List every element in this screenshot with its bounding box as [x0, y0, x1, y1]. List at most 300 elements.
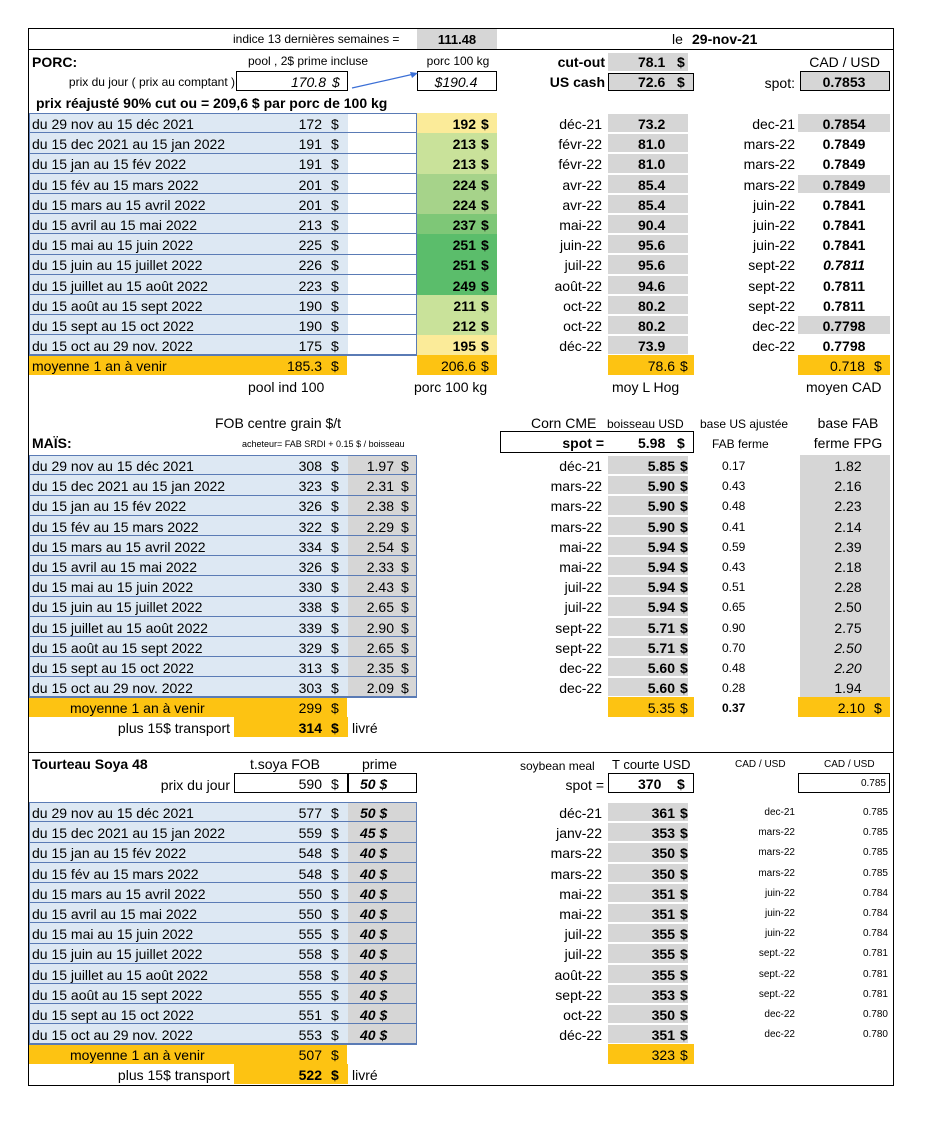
porc-cad-month: juin-22 — [752, 196, 795, 213]
soya-fob: 550 — [298, 885, 322, 902]
mais-cme: 5.85 — [647, 458, 675, 474]
soya-spot-cad: 0.785 — [860, 778, 886, 789]
porc-pool: 175 — [298, 338, 322, 355]
base-fab-header: base FAB — [817, 415, 879, 431]
porc-pool: 191 — [298, 136, 322, 153]
soya-month: déc-21 — [559, 805, 602, 821]
dollar-sign: $ — [680, 966, 688, 983]
soya-fob: 558 — [298, 946, 322, 963]
soya-cad-month: sept.-22 — [758, 968, 795, 980]
soya-row-line — [29, 943, 417, 944]
dollar-sign: $ — [680, 805, 688, 821]
mais-fob: 339 — [298, 619, 322, 636]
porc-porc: 195 — [452, 338, 476, 355]
porc-period: du 15 juin au 15 juillet 2022 — [32, 257, 203, 274]
porc-month: avr-22 — [562, 196, 602, 213]
porc-period: du 15 oct au 29 nov. 2022 — [32, 338, 193, 355]
dollar-sign: $ — [331, 639, 339, 656]
porc-porc: 213 — [452, 136, 476, 153]
prix-du-jour-value: 170.8 — [290, 74, 326, 90]
soya-fob: 548 — [298, 845, 322, 862]
mais-month: juil-22 — [564, 599, 602, 616]
soya-month: mars-22 — [550, 865, 602, 882]
dollar-sign: $ — [401, 579, 409, 596]
porc-porc: 211 — [453, 297, 476, 314]
mais-month: dec-22 — [559, 680, 602, 697]
dollar-sign: $ — [481, 176, 489, 193]
dollar-sign: $ — [331, 1007, 339, 1023]
dollar-sign: $ — [331, 458, 339, 474]
mais-livre: livré — [352, 720, 378, 737]
porc-hog: 81.0 — [638, 136, 666, 153]
soya-spot-label: spot = — [565, 777, 604, 793]
soya-top-line — [28, 752, 894, 753]
dollar-sign: $ — [481, 116, 489, 132]
mais-month: mai-22 — [559, 538, 602, 555]
mais-base-fab: 1.82 — [834, 458, 862, 474]
mais-cme: 5.71 — [647, 619, 675, 636]
porc-avg-porc: 206.6 — [440, 358, 476, 375]
dollar-sign: $ — [331, 776, 339, 792]
dollar-sign: $ — [331, 619, 339, 636]
mais-month: juil-22 — [564, 579, 602, 596]
mais-period: du 15 mars au 15 avril 2022 — [32, 538, 206, 555]
porc-hog: 90.4 — [638, 217, 666, 233]
dollar-sign: $ — [680, 946, 688, 963]
porc-month: oct-22 — [563, 297, 602, 314]
porc-cad-month: mars-22 — [743, 156, 795, 173]
dollar-sign: $ — [680, 660, 688, 676]
prix-du-jour-label: prix du jour ( prix au comptant ) — [68, 75, 235, 89]
dollar-sign: $ — [401, 639, 409, 656]
porc-month: août-22 — [554, 277, 602, 294]
mais-period: du 15 avril au 15 mai 2022 — [32, 559, 197, 575]
soya-month: oct-22 — [563, 1007, 602, 1023]
porc-cad-month: mars-22 — [743, 176, 795, 193]
porc-row-line — [29, 254, 417, 255]
porc-hog: 73.2 — [638, 116, 666, 132]
mais-month: mars-22 — [550, 518, 602, 535]
dollar-sign: $ — [481, 237, 489, 254]
porc-cad: 0.7798 — [822, 318, 866, 334]
soya-prime: 40 $ — [360, 926, 388, 943]
porc-title: PORC: — [32, 54, 78, 70]
dollar-sign: $ — [331, 986, 339, 1003]
dollar-sign: $ — [481, 277, 489, 294]
dollar-sign: $ — [331, 720, 339, 737]
mais-month: mars-22 — [550, 498, 602, 515]
dollar-sign: $ — [401, 498, 409, 515]
mais-cme: 5.94 — [647, 579, 675, 596]
dollar-sign: $ — [680, 599, 688, 616]
mais-base-fab: 2.14 — [834, 518, 862, 535]
soya-cad: 0.781 — [862, 968, 888, 980]
soya-prix-prime: 50 $ — [360, 776, 388, 792]
porc-row-line — [29, 314, 417, 315]
porc-month: déc-21 — [559, 116, 602, 132]
porc-cad: 0.7811 — [823, 257, 865, 274]
mais-base-us: 0.48 — [722, 661, 746, 675]
porc-top-line — [28, 49, 894, 50]
soya-transport-value: 522 — [298, 1067, 322, 1084]
soya-prime: 40 $ — [360, 986, 388, 1003]
dollar-sign: $ — [401, 478, 409, 495]
mais-base-us: 0.51 — [722, 580, 746, 595]
mais-base-us: 0.43 — [722, 479, 746, 494]
dollar-sign: $ — [680, 986, 688, 1003]
soybean-meal-header: soybean meal — [520, 759, 595, 773]
mais-period: du 15 juin au 15 juillet 2022 — [32, 599, 203, 616]
soya-prime: 40 $ — [360, 1027, 388, 1044]
mais-period: du 15 jan au 15 fév 2022 — [32, 498, 187, 515]
mais-base-us: 0.70 — [722, 640, 746, 655]
pool-header: pool , 2$ prime incluse — [248, 54, 369, 68]
mais-fob-header: FOB centre grain $/t — [215, 415, 342, 431]
porc-month: mai-22 — [559, 217, 602, 233]
soya-meal: 351 — [651, 906, 675, 922]
dollar-sign: $ — [331, 579, 339, 596]
spot-label: spot: — [764, 75, 795, 91]
mais-avg-cme: 5.35 — [647, 700, 675, 717]
porc-row-line — [29, 193, 417, 194]
porc-porc: 212 — [452, 318, 476, 334]
dollar-sign: $ — [331, 805, 339, 821]
porc-cad: 0.7854 — [822, 116, 866, 132]
dollar-sign: $ — [331, 825, 339, 842]
dollar-sign: $ — [331, 277, 339, 294]
porc-pool: 225 — [298, 237, 322, 254]
soya-cad-month: dec-22 — [764, 1009, 795, 1020]
porc-cad-month: sept-22 — [748, 257, 795, 274]
porc-pool: 190 — [298, 297, 322, 314]
mais-spot-value: 5.98 — [638, 435, 666, 451]
soya-cad: 0.784 — [862, 887, 888, 899]
porc-period: du 15 jan au 15 fév 2022 — [32, 156, 187, 173]
porc-cad: 0.7841 — [822, 217, 866, 233]
mais-avg-fab: 2.10 — [837, 700, 865, 717]
soya-fob: 555 — [298, 926, 322, 943]
soya-period: du 15 dec 2021 au 15 jan 2022 — [32, 825, 226, 842]
porc-pool: 201 — [298, 176, 322, 193]
dollar-sign: $ — [331, 1027, 339, 1044]
soya-prime: 50 $ — [360, 805, 388, 821]
dollar-sign: $ — [401, 538, 409, 555]
mais-row-line — [29, 555, 417, 556]
porc-hog: 85.4 — [638, 176, 666, 193]
dollar-sign: $ — [331, 176, 339, 193]
mais-period: du 15 oct au 29 nov. 2022 — [32, 680, 193, 697]
mais-cme: 5.94 — [647, 559, 675, 575]
dollar-sign: $ — [331, 660, 339, 676]
mais-base-fab: 2.39 — [834, 538, 862, 555]
mais-base-us: 0.59 — [722, 539, 746, 554]
porc-period: du 15 mars au 15 avril 2022 — [32, 196, 206, 213]
soya-prime: 45 $ — [360, 825, 388, 842]
dollar-sign: $ — [680, 639, 688, 656]
porc-hog: 95.6 — [638, 237, 666, 254]
dollar-sign: $ — [677, 74, 685, 90]
porc-cad-month: dec-21 — [752, 116, 795, 132]
dollar-sign: $ — [680, 358, 688, 375]
dollar-sign: $ — [331, 966, 339, 983]
porc-pool: 223 — [298, 277, 322, 294]
porc-porc: 213 — [452, 156, 476, 173]
dollar-sign: $ — [401, 619, 409, 636]
soya-period: du 15 juin au 15 juillet 2022 — [32, 946, 203, 963]
mais-base: 2.35 — [366, 660, 394, 676]
soya-cad: 0.785 — [862, 807, 888, 818]
porc-period: du 15 juillet au 15 août 2022 — [32, 277, 208, 294]
soya-fob-header: t.soya FOB — [250, 756, 321, 772]
porc-cad-month: sept-22 — [748, 277, 795, 294]
soya-cad-month: dec-22 — [764, 1029, 795, 1041]
cad-usd-header: CAD / USD — [809, 54, 880, 70]
mais-base-us: 0.48 — [722, 499, 746, 514]
soya-row-line — [29, 1023, 417, 1024]
soya-cad: 0.785 — [862, 867, 888, 879]
dollar-sign: $ — [331, 865, 339, 882]
index-value: 111.48 — [437, 32, 477, 47]
dollar-sign: $ — [401, 599, 409, 616]
porc-porc: 224 — [452, 176, 476, 193]
soya-prime-header: prime — [362, 756, 398, 772]
soya-transport-label: plus 15$ transport — [117, 1067, 230, 1084]
mais-fob: 326 — [298, 559, 322, 575]
soya-row-line — [29, 842, 417, 843]
mais-period: du 29 nov au 15 déc 2021 — [32, 458, 194, 474]
dollar-sign: $ — [331, 498, 339, 515]
soya-fob: 577 — [298, 805, 322, 821]
soya-prime: 40 $ — [360, 966, 388, 983]
soya-fob: 558 — [298, 966, 322, 983]
soya-meal: 350 — [651, 845, 675, 862]
soya-row-line — [29, 882, 417, 883]
mais-fob: 334 — [298, 538, 322, 555]
dollar-sign: $ — [680, 1027, 688, 1044]
porc-pool: 213 — [298, 217, 322, 233]
porc-avg-hog: 78.6 — [647, 358, 675, 375]
dollar-sign: $ — [481, 217, 489, 233]
dollar-sign: $ — [331, 559, 339, 575]
mais-fob: 323 — [298, 478, 322, 495]
soya-cad-month: mars-22 — [758, 867, 795, 879]
mais-base: 2.33 — [366, 559, 394, 575]
date-prefix: le — [672, 31, 683, 47]
porc-cad: 0.7811 — [822, 277, 866, 294]
soya-avg-label: moyenne 1 an à venir — [70, 1047, 205, 1064]
porc-row-line — [29, 153, 417, 154]
mais-fob: 326 — [298, 498, 322, 515]
mais-month: sept-22 — [555, 619, 602, 636]
mais-base-fab: 1.94 — [834, 680, 862, 697]
soya-period: du 15 mai au 15 juin 2022 — [32, 926, 194, 943]
mais-title: MAÏS: — [32, 435, 72, 451]
porc-month: oct-22 — [563, 318, 602, 334]
dollar-sign: $ — [331, 196, 339, 213]
mais-base-fab: 2.20 — [834, 660, 862, 676]
porc-hog: 95.6 — [638, 257, 666, 274]
mais-period: du 15 juillet au 15 août 2022 — [32, 619, 208, 636]
porc-hog: 85.4 — [638, 196, 666, 213]
porc-cad: 0.7841 — [822, 237, 866, 254]
mais-cme: 5.60 — [647, 660, 675, 676]
dollar-sign: $ — [331, 237, 339, 254]
porc-foot-hog: moy L Hog — [612, 379, 680, 396]
porc-porc: 237 — [452, 217, 476, 233]
dollar-sign: $ — [680, 478, 688, 495]
porc-month: févr-22 — [558, 156, 602, 173]
mais-period: du 15 sept au 15 oct 2022 — [32, 660, 194, 676]
dollar-sign: $ — [481, 196, 489, 213]
mais-base: 2.65 — [366, 639, 394, 656]
porc-period: du 15 fév au 15 mars 2022 — [32, 176, 199, 193]
porc-porc: 251 — [452, 257, 476, 274]
soya-cad: 0.780 — [862, 1029, 888, 1041]
soya-period: du 15 juillet au 15 août 2022 — [32, 966, 208, 983]
soya-period: du 15 oct au 29 nov. 2022 — [32, 1027, 193, 1044]
porc-month: déc-22 — [559, 338, 602, 355]
porc-cad-month: dec-22 — [752, 338, 795, 355]
dollar-sign: $ — [331, 116, 339, 132]
soya-meal: 355 — [651, 966, 675, 983]
mais-cme: 5.90 — [647, 478, 675, 495]
soya-spot-value: 370 — [638, 776, 662, 792]
mais-fob: 338 — [298, 599, 322, 616]
porc-cad: 0.7811 — [822, 297, 866, 314]
soya-cad: 0.784 — [862, 928, 888, 940]
soya-prix-label: prix du jour — [160, 777, 230, 793]
soya-row-line — [29, 1044, 417, 1045]
mais-base-us: 0.90 — [722, 620, 746, 635]
mais-row-line — [29, 656, 417, 657]
soya-meal: 355 — [651, 946, 675, 963]
porc-cad-month: juin-22 — [752, 217, 795, 233]
dollar-sign: $ — [874, 358, 882, 375]
mais-row-line — [29, 474, 417, 475]
soya-prime: 40 $ — [360, 865, 388, 882]
dollar-sign: $ — [481, 318, 489, 334]
porc-100kg-header: porc 100 kg — [426, 54, 490, 68]
mais-period: du 15 dec 2021 au 15 jan 2022 — [32, 478, 226, 495]
dollar-sign: $ — [680, 845, 688, 862]
mais-base-us: 0.17 — [722, 459, 746, 473]
porc-avg-label: moyenne 1 an à venir — [32, 358, 167, 375]
soya-month: juil-22 — [564, 946, 602, 963]
soya-month: déc-22 — [559, 1027, 602, 1044]
dollar-sign: $ — [680, 926, 688, 943]
cme-header: Corn CME — [531, 415, 597, 431]
dollar-sign: $ — [331, 700, 339, 717]
soya-cad-month: juin-22 — [764, 887, 795, 899]
soya-prime: 40 $ — [360, 885, 388, 902]
mais-avg-bus: 0.37 — [722, 701, 746, 716]
porc-hog: 81.0 — [638, 156, 666, 173]
soya-cad-month: juin-22 — [764, 928, 795, 940]
porc-cad-month: mars-22 — [743, 136, 795, 153]
mais-row-line — [29, 596, 417, 597]
ferme-fpg-header: ferme FPG — [813, 435, 883, 451]
dollar-sign: $ — [331, 136, 339, 153]
porc-row-line — [29, 132, 417, 133]
dollar-sign: $ — [680, 865, 688, 882]
base-us-header: base US ajustée — [700, 417, 789, 431]
soya-row-line — [29, 922, 417, 923]
soya-meal: 361 — [651, 805, 675, 821]
porc-row-line — [29, 294, 417, 295]
mais-cme: 5.94 — [647, 599, 675, 616]
index-label: indice 13 dernières semaines = — [233, 32, 400, 46]
report-date: 29-nov-21 — [692, 31, 758, 47]
porc-porc: 224 — [452, 196, 476, 213]
dollar-sign: $ — [331, 518, 339, 535]
dollar-sign: $ — [331, 217, 339, 233]
dollar-sign: $ — [331, 257, 339, 274]
mais-row-line — [29, 676, 417, 677]
soya-period: du 15 fév au 15 mars 2022 — [32, 865, 199, 882]
soya-period: du 15 jan au 15 fév 2022 — [32, 845, 187, 862]
dollar-sign: $ — [680, 498, 688, 515]
porc-cad: 0.7841 — [822, 196, 866, 213]
soya-row-line — [29, 983, 417, 984]
mais-base: 2.09 — [366, 680, 394, 697]
soya-fob: 550 — [298, 906, 322, 922]
porc-period: du 29 nov au 15 déc 2021 — [32, 116, 194, 132]
porc-cad: 0.7849 — [822, 156, 866, 173]
dollar-sign: $ — [680, 680, 688, 697]
dollar-sign: $ — [331, 1067, 339, 1084]
porc-row-line — [29, 274, 417, 275]
soya-prime: 40 $ — [360, 845, 388, 862]
mais-month: déc-21 — [559, 458, 602, 474]
cutout-label: cut-out — [557, 54, 605, 70]
mais-base-fab: 2.23 — [834, 498, 862, 515]
porc-avg-cad: 0.718 — [829, 358, 865, 375]
mais-buyer-note: acheteur= FAB SRDI + 0.15 $ / boisseau — [242, 439, 405, 449]
soya-prime: 40 $ — [360, 1007, 388, 1023]
dollar-sign: $ — [401, 518, 409, 535]
soya-cad: 0.781 — [862, 948, 888, 960]
adjusted-price-note: prix réajusté 90% cut ou = 209,6 $ par porc de 100 kg — [36, 95, 388, 111]
prix-porc-value: $190.4 — [434, 74, 478, 90]
soya-cad-month: juin-22 — [764, 908, 795, 919]
soya-row-line — [29, 902, 417, 903]
soya-row-line — [29, 821, 417, 822]
dollar-sign: $ — [677, 435, 685, 451]
porc-row-line — [29, 233, 417, 234]
dollar-sign: $ — [677, 54, 685, 70]
soya-meal: 350 — [651, 1007, 675, 1023]
dollar-sign: $ — [481, 257, 489, 274]
soya-cad-month: sept.-22 — [758, 988, 795, 1000]
soya-meal: 350 — [651, 865, 675, 882]
mais-base-fab: 2.18 — [834, 559, 862, 575]
dollar-sign: $ — [680, 619, 688, 636]
porc-period: du 15 avril au 15 mai 2022 — [32, 217, 197, 233]
porc-foot-cad: moyen CAD — [806, 379, 882, 396]
soya-cad-month: sept.-22 — [758, 948, 795, 960]
mais-base-us: 0.28 — [722, 681, 746, 696]
dollar-sign: $ — [680, 885, 688, 902]
soya-meal: 351 — [651, 885, 675, 902]
dollar-sign: $ — [331, 680, 339, 697]
dollar-sign: $ — [331, 338, 339, 355]
uscash-label: US cash — [549, 74, 605, 90]
soya-period: du 15 mars au 15 avril 2022 — [32, 885, 206, 902]
dollar-sign: $ — [680, 1007, 688, 1023]
soya-period: du 29 nov au 15 déc 2021 — [32, 805, 194, 821]
mais-row-line — [29, 616, 417, 617]
soya-avg-fob: 507 — [298, 1047, 322, 1064]
